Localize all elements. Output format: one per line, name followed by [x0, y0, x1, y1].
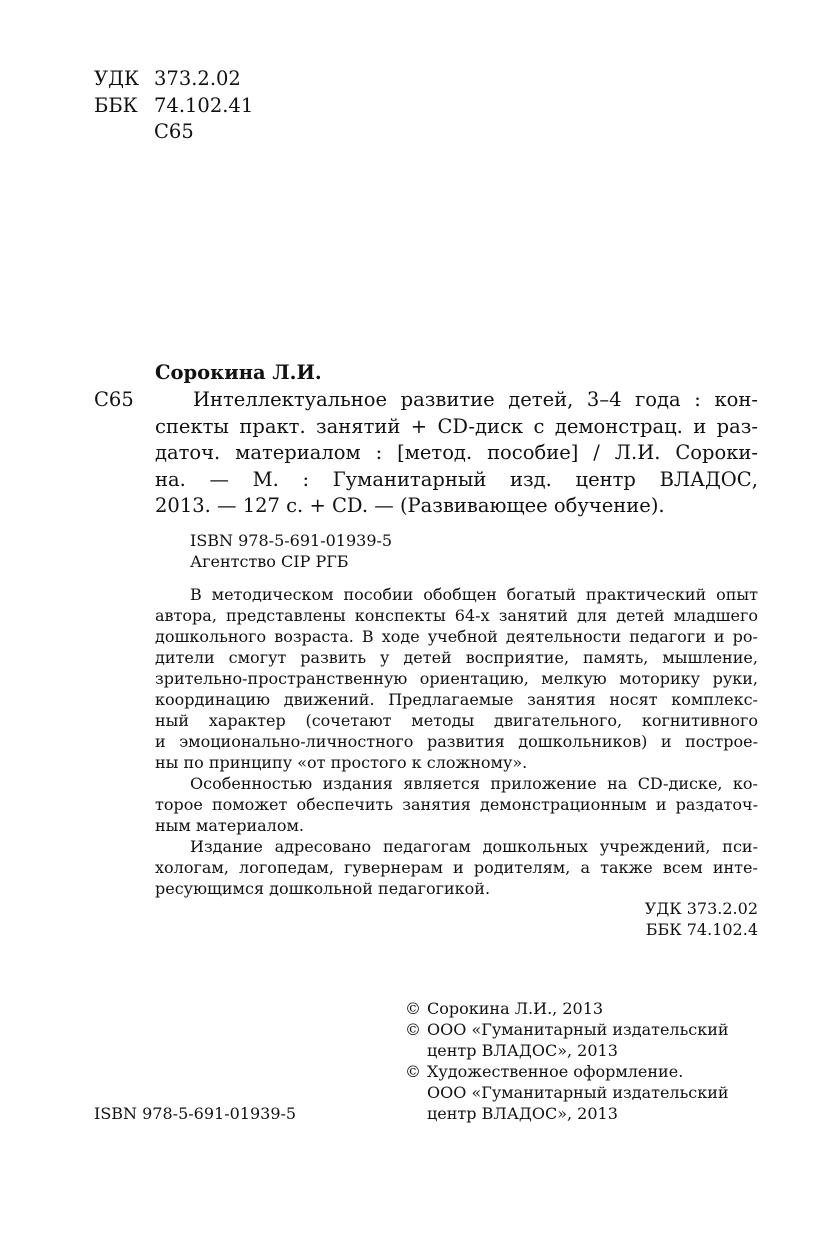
word: ВЛАДОС, — [659, 467, 758, 491]
word: и — [693, 414, 707, 438]
word: спекты — [155, 414, 229, 438]
word: развития — [426, 732, 505, 751]
word: ны по принципу «от простого к сложному». — [155, 753, 528, 772]
copyright-text: центр ВЛАДОС», 2013 — [427, 1041, 618, 1060]
word: комплекс- — [671, 690, 758, 709]
word: двигательного, — [494, 711, 623, 730]
word: издания — [322, 774, 393, 793]
word: Сороки- — [675, 441, 758, 464]
annotation-line — [155, 773, 758, 794]
word: логопедам, — [239, 858, 334, 877]
word: младшего — [673, 606, 758, 625]
word: инте- — [712, 858, 758, 877]
bib-line — [155, 493, 758, 520]
word: а — [580, 858, 590, 877]
annotation-line — [155, 815, 758, 836]
annotation-line — [155, 689, 758, 710]
copyright-symbol: © — [405, 1020, 421, 1039]
word: практический — [585, 585, 707, 604]
annotation-line — [155, 836, 758, 857]
classification-codes-top — [94, 66, 253, 146]
annotation-line — [155, 626, 758, 647]
udk-row — [94, 66, 253, 93]
word: 3–4 — [586, 388, 622, 411]
entry-author-sign: С65 — [94, 388, 134, 411]
word: на — [607, 774, 628, 793]
word: обеспечить — [296, 795, 394, 814]
copyright-entry — [405, 998, 729, 1019]
annotation-line — [155, 857, 758, 878]
word: методическом — [211, 585, 334, 604]
word: автора, — [155, 606, 217, 625]
annotation-line — [155, 731, 758, 752]
word: — — [209, 467, 229, 491]
word: материалом — [235, 441, 361, 464]
word: для — [576, 606, 608, 625]
word: память, — [583, 648, 649, 667]
word: занятия — [402, 795, 471, 814]
word: представлены — [226, 606, 346, 625]
copyright-entry — [405, 1061, 729, 1082]
word: родителям, — [473, 858, 571, 877]
copyright-symbol: © — [405, 1062, 421, 1081]
word: раздаточ- — [675, 795, 758, 814]
copyright-text: Сорокина Л.И., 2013 — [427, 999, 604, 1018]
word: 2013. — 127 с. + CD. — (Развивающее обучение). — [155, 494, 665, 517]
word: CD-диске, — [637, 774, 723, 793]
copyright-continuation — [405, 1040, 729, 1061]
word: развитие — [400, 388, 495, 411]
word: и — [453, 858, 464, 877]
bib-line — [155, 440, 758, 467]
cip-line: Агентство CIP РГБ — [190, 552, 349, 571]
word: пособие] — [487, 441, 579, 464]
word: на. — [155, 467, 186, 491]
word: детей — [616, 606, 665, 625]
word: деятельности — [505, 627, 622, 646]
bib-line — [155, 467, 758, 494]
udk-label: УДК — [94, 67, 140, 90]
word: когнитивного — [641, 711, 758, 730]
word: является — [403, 774, 480, 793]
word: и — [660, 732, 672, 751]
word: хологам, — [155, 858, 229, 877]
annotation-line — [155, 584, 758, 605]
word: ходе — [381, 627, 420, 646]
word: кон- — [714, 388, 758, 411]
word: поможет — [211, 795, 288, 814]
word: В — [190, 585, 202, 604]
word: обобщен — [423, 585, 497, 604]
word: Особенностью — [190, 774, 313, 793]
author-name: Сорокина Л.И. — [155, 361, 322, 384]
annotation — [155, 584, 758, 899]
word: у — [380, 648, 390, 667]
udk-code: 373.2.02 — [154, 67, 241, 90]
word: конспекты — [354, 606, 446, 625]
word: : — [694, 388, 701, 411]
word: учебной — [427, 627, 498, 646]
copyright-text: Художественное оформление. — [427, 1062, 684, 1081]
word: + — [410, 414, 428, 438]
copyright-symbol: © — [405, 999, 421, 1018]
isbn-cip-block — [190, 530, 392, 572]
word: педагоги — [629, 627, 706, 646]
word: пособии — [343, 585, 414, 604]
word: руки, — [712, 669, 758, 688]
copyright-text: ООО «Гуманитарный издательский — [427, 1083, 729, 1102]
word: дошкольников) — [518, 732, 648, 751]
word: богатый — [506, 585, 577, 604]
word: дошкольного — [155, 627, 267, 646]
word: дители — [155, 648, 215, 667]
word: координацию — [155, 690, 271, 709]
isbn-line: ISBN 978-5-691-01939-5 — [190, 531, 393, 550]
word: и — [655, 795, 667, 814]
word: В — [361, 627, 374, 646]
copyright-continuation — [405, 1103, 729, 1124]
word: / — [593, 441, 600, 464]
word: развить — [300, 648, 367, 667]
word: восприятие, — [465, 648, 570, 667]
word: мышление, — [662, 648, 758, 667]
word: : — [302, 467, 310, 491]
annotation-line — [155, 647, 758, 668]
word: ный — [155, 711, 190, 730]
word: М. — [252, 467, 279, 491]
word: носят — [609, 690, 658, 709]
word: и — [155, 732, 166, 751]
word: ко- — [732, 774, 758, 793]
word: построе- — [685, 732, 758, 751]
word: раз- — [716, 414, 758, 438]
word: адресовано — [274, 837, 372, 856]
udk-code-bottom: УДК 373.2.02 — [644, 899, 758, 918]
word: также — [600, 858, 653, 877]
word: центр — [575, 467, 636, 491]
bbk-label: ББК — [94, 93, 138, 117]
word: и — [713, 627, 725, 646]
word: приложение — [490, 774, 597, 793]
author-sign: С65 — [154, 120, 194, 143]
copyright-text: ООО «Гуманитарный издательский — [427, 1020, 729, 1039]
word: торое — [155, 795, 203, 814]
word: методы — [411, 711, 475, 730]
word: Издание — [190, 837, 263, 856]
word: даточ. — [155, 441, 221, 464]
word: детей — [403, 648, 452, 667]
word: педагогам — [382, 837, 471, 856]
word: : — [375, 441, 383, 464]
annotation-line — [155, 794, 758, 815]
word: движений. — [283, 690, 375, 709]
word: зрительно-пространственную — [155, 669, 408, 688]
word: возраста. — [274, 627, 354, 646]
word: CD-диск — [437, 414, 524, 438]
word: Предлагаемые — [388, 690, 514, 709]
annotation-line — [155, 752, 758, 773]
bbk-code: 74.102.41 — [154, 93, 254, 117]
word: всем — [662, 858, 703, 877]
word: занятий — [498, 606, 568, 625]
word: (сочетают — [305, 711, 392, 730]
annotation-line — [155, 605, 758, 626]
isbn-bottom: ISBN 978-5-691-01939-5 — [94, 1104, 297, 1123]
word: занятий — [316, 414, 401, 438]
word: опыт — [716, 585, 758, 604]
annotation-line — [155, 668, 758, 689]
bib-line — [155, 414, 758, 441]
word: пси- — [722, 837, 758, 856]
word: моторику — [619, 669, 701, 688]
word: эмоционально-личностного — [179, 732, 414, 751]
word: гувернерам — [344, 858, 443, 877]
word: Интеллектуальное — [193, 388, 388, 411]
copyright-continuation — [405, 1082, 729, 1103]
copyright-block — [405, 998, 729, 1124]
bbk-row — [94, 93, 253, 120]
word: 64-х — [454, 606, 490, 625]
word: ро- — [732, 627, 758, 646]
word: демонстрационным — [479, 795, 647, 814]
word: характер — [208, 711, 286, 730]
word: учреждений, — [599, 837, 711, 856]
word: ным материалом. — [155, 816, 305, 835]
word: дошкольных — [482, 837, 588, 856]
word: занятия — [527, 690, 596, 709]
word: практ. — [239, 414, 306, 438]
bbk-code-bottom: ББК 74.102.4 — [645, 920, 758, 939]
word: ресующимся дошкольной педагогикой. — [155, 879, 491, 898]
classification-codes-bottom — [645, 898, 758, 940]
word: Гуманитарный — [332, 467, 487, 491]
bibliographic-description — [155, 387, 758, 520]
annotation-line — [155, 710, 758, 731]
bib-line — [155, 387, 758, 414]
word: с — [533, 414, 545, 438]
word: ориентацию, — [419, 669, 529, 688]
word: Л.И. — [614, 441, 661, 464]
copyright-text: центр ВЛАДОС», 2013 — [427, 1104, 618, 1123]
author-sign-row — [94, 119, 253, 146]
word: смогут — [228, 648, 287, 667]
word: года — [635, 388, 681, 411]
word: детей, — [508, 388, 574, 411]
word: [метод. — [397, 441, 473, 464]
word: мелкую — [541, 669, 607, 688]
annotation-line — [155, 878, 758, 899]
copyright-entry — [405, 1019, 729, 1040]
word: демонстрац. — [554, 414, 683, 438]
word: изд. — [510, 467, 552, 491]
